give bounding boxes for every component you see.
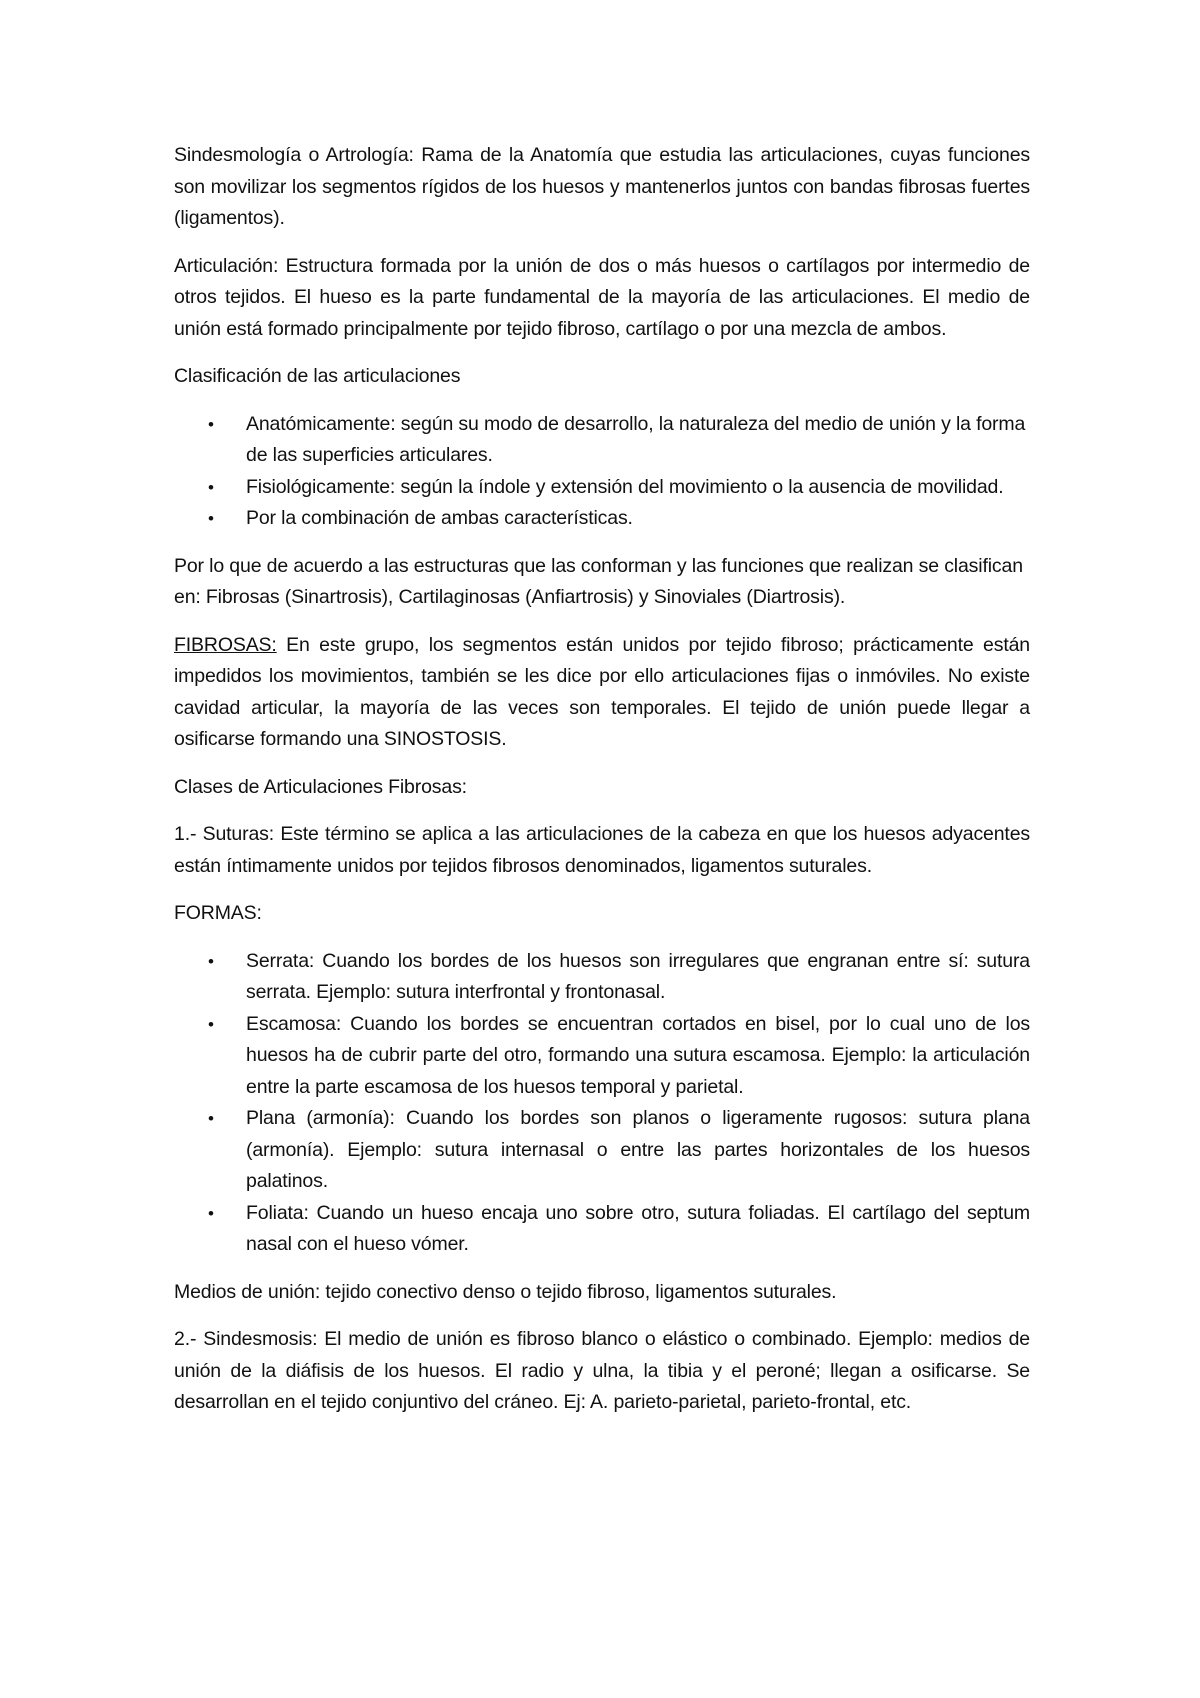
paragraph-suturas: 1.- Suturas: Este término se aplica a las articulaciones de la cabeza en que los huesos adyacentes están íntimamente unidos por tejidos fibrosos denominados, ligamentos suturales. [174,823,1030,877]
heading-formas: FORMAS: [174,902,262,924]
bullet-icon: • [208,414,214,434]
bullet-icon: • [208,951,214,971]
bullet-icon: • [208,509,214,528]
fibrosas-text: En este grupo, los segmentos están unidos por tejido fibroso; prácticamente están impedidos los movimientos, también se les dice por ello articulaciones fijas o inmóviles. No existe cavidad articular, la mayoría de las veces son temporales. El tejido de unión puede llegar a osificarse formando una SINOSTOSIS. [174,633,1030,750]
paragraph-fibrosas [174,630,1030,756]
list-item [174,409,1030,472]
list-item [174,1009,1030,1104]
bullet-icon: • [208,1109,214,1128]
paragraph-sindesmologia: Sindesmología o Artrología: Rama de la Anatomía que estudia las articulaciones, cuyas funciones son movilizar los segmentos rígidos de los huesos y mantenerlos juntos con bandas fibrosas fuertes (ligamentos). [174,144,1030,229]
fibrosas-label: FIBROSAS: [174,633,277,656]
list-item [174,946,1030,1009]
list-item [174,1198,1030,1261]
document-page [174,140,1030,1435]
list-item [174,472,1030,504]
heading-clases: Clases de Articulaciones Fibrosas: [174,775,467,798]
list-item-text: Por la combinación de ambas características. [246,507,633,529]
list-formas [174,946,1030,1261]
bullet-icon: • [208,477,214,497]
list-clasificacion [174,409,1030,535]
paragraph-sindesmosis: 2.- Sindesmosis: El medio de unión es fibroso blanco o elástico o combinado. Ejemplo: medios de unión de la diáfisis de los huesos. El radio y ulna, la tibia y el peroné; llegan a osificarse. Se desarrollan en el tejido conjuntivo del cráneo. Ej: A. parieto-parietal, parieto-frontal, etc. [174,1328,1030,1413]
bullet-icon: • [208,1014,214,1034]
list-item-text: Foliata: Cuando un hueso encaja uno sobre otro, sutura foliadas. El cartílago del septum nasal con el hueso vómer. [246,1201,1030,1255]
paragraph-por-lo-que: Por lo que de acuerdo a las estructuras que las conforman y las funciones que realizan se clasifican en: Fibrosas (Sinartrosis), Cartilaginosas (Anfiartrosis) y Sinoviales (Diartrosis). [174,554,1023,608]
paragraph-medios: Medios de unión: tejido conectivo denso o tejido fibroso, ligamentos suturales. [174,1280,837,1303]
list-item-text: Fisiológicamente: según la índole y extensión del movimiento o la ausencia de movilidad. [246,475,1004,498]
list-item-text: Escamosa: Cuando los bordes se encuentran cortados en bisel, por lo cual uno de los huesos ha de cubrir parte del otro, formando una sutura escamosa. Ejemplo: la articulación entre la parte escamosa de los huesos temporal y parietal. [246,1012,1030,1098]
list-item [174,1103,1030,1198]
list-item [174,503,1030,535]
list-item-text: Anatómicamente: según su modo de desarrollo, la naturaleza del medio de unión y la forma de las superficies articulares. [246,412,1026,466]
list-item-text: Plana (armonía): Cuando los bordes son planos o ligeramente rugosos: sutura plana (armonía). Ejemplo: sutura internasal o entre las partes horizontales de los huesos palatinos. [246,1107,1030,1192]
bullet-icon: • [208,1203,214,1223]
list-item-text: Serrata: Cuando los bordes de los huesos son irregulares que engranan entre sí: sutura serrata. Ejemplo: sutura interfrontal y frontonasal. [246,949,1030,1003]
heading-clasificacion: Clasificación de las articulaciones [174,365,461,387]
paragraph-articulacion: Articulación: Estructura formada por la unión de dos o más huesos o cartílagos por intermedio de otros tejidos. El hueso es la parte fundamental de la mayoría de las articulaciones. El medio de unión está formado principalmente por tejido fibroso, cartílago o por una mezcla de ambos. [174,254,1030,340]
